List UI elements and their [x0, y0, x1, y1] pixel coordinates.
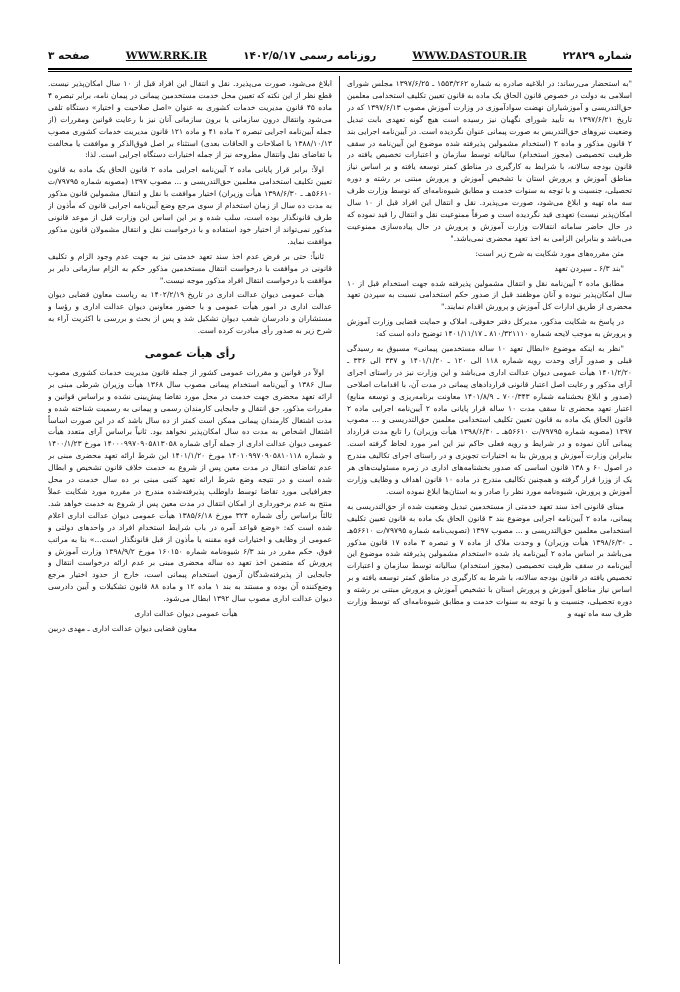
first-point-paragraph: اولاً: برابر قرار پایانی ماده ۲ آیین‌نامه اجرایی ماده ۲ قانون الحاق یک ماده به قانون تعیین تکلیف استخدامی معلمین حق‌التدریسی و ... مصوب ۱۳۹۷ (مصوبه شماره ۷۹۷۹۵/ت ۵۶۶۱۰هـ ـ ۱۳۹۸/۶/۳۰ هیأت وزیران) اختیار موافقت با نقل و انتقال مشمولین قانون مذکور به مدت ده سال از زمان استخدام از سوی مرجع وضع آیین‌نامه اجرایی قانون که مأذون از طرف قانونگذار بوده است، سلب شده و بر این اساس این وزارت قبل از موعد قانونی مذکور نمی‌تواند از اختیار خود استفاده و با درخواست نقل و انتقال مشمولان قانون مذکور موافقت نماید. [48, 165, 332, 246]
left-column [48, 78, 332, 962]
dastour-link[interactable]: WWW.DASTOUR.IR [412, 50, 527, 62]
header-rule-thin [48, 71, 632, 72]
page-header [48, 46, 632, 66]
gazette-date: روزنامه رسمی ۱۴۰۲/۵/۱۷ [243, 50, 377, 62]
column-separator [339, 76, 340, 964]
complaint-paragraph: "به استحضار می‌رساند: در ابلاغیه صادره به شماره ۱۵۵۳/۲۶۲ ـ ۱۳۹۷/۶/۲۵ مجلس شورای اسلامی به دولت در خصوص قانون الحاق یک ماده به قانون تعیین تکلیف استخدامی معلمین حق‌التدریسی و آموزشیاران نهضت سوادآموزی در وزارت آموزش مصوب ۱۳۹۷/۶/۱۳ که در تاریخ ۱۳۹۷/۶/۲۱ به تأیید شورای نگهبان نیز رسیده است هیچ گونه تعهدی بابت تبدیل وضعیت نیروهای حق‌التدریس به صورت پیمانی عنوان نگردیده است. در آیین‌نامه اجرایی بند ۲ قانون مذکور و ماده ۲ (استخدام مشمولین پذیرفته شده موضوع این آیین‌نامه در سقف ظرفیت تخصیصی (مجوز استخدام) سالیانه توسط سازمان و اعتبارات تخصیص یافته در قانون بودجه سالانه، با شرایط به کارگیری در مناطق کمتر توسعه یافته و بر اساس نیاز مناطق آموزش و پرورش استان با تشخیص آموزش و پرورش مبتنی بر رشته و دوره تحصیلی، جنسیت و با توجه به سنوات خدمت و مطابق شیوه‌نامه‌ای که توسط وزارت ظرف سه ماه تهیه و ابلاغ می‌شود، صورت می‌پذیرد. نقل و انتقال این افراد قبل از ۱۰ سال امکان‌پذیر نیست) تعهدی قید نگردیده است و صرفاً ممنوعیت نقل و انتقال را قید نموده که در حال حاضر سامانه انتقالات وزارت آموزش و پرورش در حال پیاده‌سازی ممنوعیت می‌باشد و بنابراین الزامی به اخذ تعهد محضری نمی‌باشد." [347, 79, 632, 243]
clause-heading: "بند ۶/۳ ـ سپردن تعهد [554, 263, 624, 273]
session-paragraph: هیأت عمومی دیوان عدالت اداری در تاریخ ۱۴۰۲/۲/۱۹ به ریاست معاون قضایی دیوان عدالت اداری در امور هیأت عمومی و با حضور معاونین دیوان عدالت اداری و رؤسا و مستشاران و دادرسان شعب دیوان تشکیل شد و پس از بحث و بررسی با اکثریت آراء به شرح زیر به صدور رأی مبادرت کرده است. [48, 290, 332, 336]
regulation-intro: متن مقرره‌های مورد شکایت به شرح زیر است: [475, 248, 624, 258]
ruling-paragraph: اولاً در قوانین و مقررات عمومی کشور از جمله قانون مدیریت خدمات کشوری مصوب سال ۱۳۸۶ و آیین‌نامه استخدام پیمانی مصوب سال ۱۳۶۸ هیأت وزیران شرطی مبنی بر ارائه تعهد محضری جهت خدمت در محل مورد تقاضا پیش‌بینی نشده و براساس قوانین و مقررات مذکور، حق انتقال و جابجایی کارمندان رسمی و پیمانی به رسمیت شناخته شده و مدت اشتغال کارمندان پیمانی ممکن است کمتر از ده سال باشد که در این صورت اساساً اشتغال اشخاص به مدت ده سال امکان‌پذیر نخواهد بود. ثانیاً براساس آرای متعدد هیأت عمومی دیوان عدالت اداری از جمله آرای شماره ۱۴۰۰۰۹۹۷۰۹۰۵۸۱۳۰۵۸ مورخ ۱۴۰۰/۱/۲۳ و شماره ۱۴۰۱۰۹۹۷۰۹۰۵۸۱۰۱۱۸ مورخ ۱۴۰۱/۱/۲۰ این شرط ارائه تعهد محضری مبنی بر عدم تقاضای انتقال در مدت معین پس از شروع به خدمت خلاف قانون تشخیص و ابطال شده است و در نتیجه وضع شرط ارائه تعهد کتبی مبنی بر ده سال خدمت در محل جغرافیایی مورد تقاضا توسط داوطلب پذیرفته‌شده مندرج در مقرره مورد شکایت عملاً منتج به عدم برخورداری از امکان انتقال در مدت معین پس از شروع به خدمت خواهد شد. ثالثاً براساس رأی شماره ۳۲۴ مورخ ۱۳۸۵/۶/۱۸ هیأت عمومی دیوان عدالت اداری اعلام شده است که: «وضع قواعد آمره در باب شرایط استخدام افراد در واحدهای دولتی و عمومی از وظایف و اختیارات قوه مقننه یا مأذون از قبل قانونگذار است...» بنا به مراتب فوق، حکم مقرر در بند ۶/۳ شیوه‌نامه شماره ۱۶۰۱۵۰ مورخ ۱۳۹۸/۹/۲ وزارت آموزش و پرورش که متضمن اخذ تعهد ده ساله محضری مبنی بر عدم ارائه درخواست انتقال و جابجایی از پذیرفته‌شدگان آزمون استخدام پیمانی است، خارج از حدود اختیار مرجع وضع‌کننده آن بوده و مستند به بند ۱ ماده ۱۲ و ماده ۸۸ قانون تشکیلات و آیین دادرسی دیوان عدالت اداری مصوب سال ۱۳۹۲ ابطال می‌شود. [48, 367, 332, 604]
ruling-title: رأی هیأت عمومی [144, 348, 236, 361]
response-intro: در پاسخ به شکایت مذکور، مدیرکل دفتر حقوقی، املاک و حمایت قضایی وزارت آموزش و پرورش به موجب لایحه شماره ۸۱۰/۳۲۱۱۱۰ ـ ۱۴۰۱/۱۱/۱۷ توضیح داده است که: [347, 317, 632, 339]
legal-basis-paragraph: مبنای قانونی اخذ سند تعهد خدمتی از مستخدمین تبدیل وضعیت شده از حق‌التدریسی به پیمانی، ماده ۲ آیین‌نامه اجرایی موضوع بند ۳ قانون الحاق یک ماده به قانون تعیین تکلیف استخدامی معلمین حق‌التدریسی و ... مصوب ۱۳۹۷ (تصویب‌نامه شماره ۷۹۷۹۵/ت ۵۶۶۱۰هـ ـ ۱۳۹۸/۶/۳۰ هیأت وزیران) و وحدت ملاک از ماده ۷ و تبصره ۳ ماده ۱۷ قانون مذکور می‌باشد بر اساس ماده ۲ آیین‌نامه یاد شده «استخدام مشمولین پذیرفته شده موضوع این آیین‌نامه در سقف ظرفیت تخصیصی (مجوز استخدام) سالیانه توسط سازمان و اعتبارات تخصیص یافته در قانون بودجه سالانه، با شرط به کارگیری در مناطق کمتر توسعه یافته و بر اساس نیاز مناطق آموزش و پرورش استان با تشخیص آموزش و پرورش مبتنی بر رشته و دوره تحصیلی، جنسیت و با توجه به سنوات خدمت و مطابق شیوه‌نامه‌ای که توسط وزارت ظرف سه ماه تهیه و [347, 501, 632, 618]
right-column [347, 78, 632, 962]
clause-text: مطابق ماده ۲ آیین‌نامه نقل و انتقال مشمولین پذیرفته شده جهت استخدام قبل از ۱۰ سال امکان‌پذیر نبوده و آنان موظفند قبل از صدور حکم استخدامی نسبت به سپردن تعهد محضری از طریق ادارات کل آموزش و پرورش اقدام نمایند." [347, 278, 632, 312]
response-paragraph: "نظر به اینکه موضوع «ابطال تعهد ۱۰ ساله مستخدمین پیمانی» مسبوق به رسیدگی قبلی و صدور آرای وحدت رویه شماره ۱۱۸ الی ۱۲۰ ـ ۱۴۰۱/۱/۲۰ و ۳۳۷ الی ۳۳۶ ـ ۱۴۰۱/۲/۲۰ هیأت عمومی دیوان عدالت اداری می‌باشد و این وزارت نیز در راستای اجرای آرای مذکور و رعایت اصل اعتبار قانونی قراردادهای پیمانی در مدت آن، با اقدامات اصلاحی (صدور و ابلاغ بخشنامه شماره ۷۰۰/۳۴۳ ـ ۱۴۰۱/۸/۹ معاونت برنامه‌ریزی و توسعه منابع) اعتبار تعهد محضری تا سقف مدت ۱۰ ساله قرار پایانی ماده ۲ آیین‌نامه اجرایی ماده ۲ قانون الحاق یک ماده به قانون تعیین تکلیف استخدامی معلمین حق‌التدریسی و ... مصوب ۱۳۹۷ (مصوبه شماره ۷۹۷۹۵/ت ۵۶۶۱۰هـ ـ ۱۳۹۸/۶/۳۰ هیأت وزیران) را تابع مدت قرارداد پیمانی آنان نموده و در شرایط و رویه فعلی حاکم نیز این امر مورد لحاظ گرفته است. بنابراین وزارت آموزش و پرورش بنا به اختیارات تجویزی و در راستای اجرای تکالیف مندرج در اصول ۶۰ و ۱۳۸ قانون اساسی که صدور بخشنامه‌های اداری در زمره مسئولیت‌های هر یک از وزرا قرار گرفته و همچنین تکالیف مندرج در ماده ۱۰ قانون اهداف و وظایف وزارت آموزش و پرورش، شیوه‌نامه مورد نظر را صادر و به استان‌ها ابلاغ نموده است. [347, 344, 632, 496]
continuation-paragraph: ابلاغ می‌شود، صورت می‌پذیرد. نقل و انتقال این افراد قبل از ۱۰ سال امکان‌پذیر نیست. قطع نظر از این نکته که تعیین محل خدمت مستخدمین پیمانی در پیمان نامه، برابر تبصره ۴ ماده ۴۵ قانون مدیریت خدمات کشوری به عنوان «اصل صلاحیت و اختیار» دستگاه تلقی می‌شود وانتقال درون سازمانی یا برون سازمانی آنان نیز با رعایت قوانین ومقررات (از جمله آیین‌نامه اجرایی تبصره ۲ ماده ۴۱ و ماده ۱۲۱ قانون مدیریت خدمات کشوری مصوب ۱۳۸۸/۱۰/۱۳ با اصلاحات و الحاقات بعدی) استثناء بر اصل فوق‌الذکر و موافقت یا مخالفت با تقاضای نقل وانتقال مطروحه نیز از جمله اختیارات دستگاه اجرایی است. لذا: [48, 79, 332, 160]
signature-deputy: معاون قضایی دیوان عدالت اداری ـ مهدی دربین [48, 623, 197, 633]
issue-number: شماره ۲۲۸۲۹ [562, 50, 632, 62]
page-number: صفحه ۳ [48, 50, 90, 62]
header-rule [48, 68, 632, 70]
second-point-paragraph: ثانیاً: حتی بر فرض عدم اخذ سند تعهد خدمتی نیز به جهت عدم وجود الزام و تکلیف قانونی در موافقت با درخواست انتقال مستخدمین مذکور حکم به الزام سازمانی دایر بر موافقت با درخواست انتقال افراد مذکور موجه نیست." [48, 251, 332, 285]
rrk-link[interactable]: WWW.RRK.IR [125, 50, 208, 62]
signature-board: هیأت عمومی دیوان عدالت اداری [134, 609, 238, 619]
